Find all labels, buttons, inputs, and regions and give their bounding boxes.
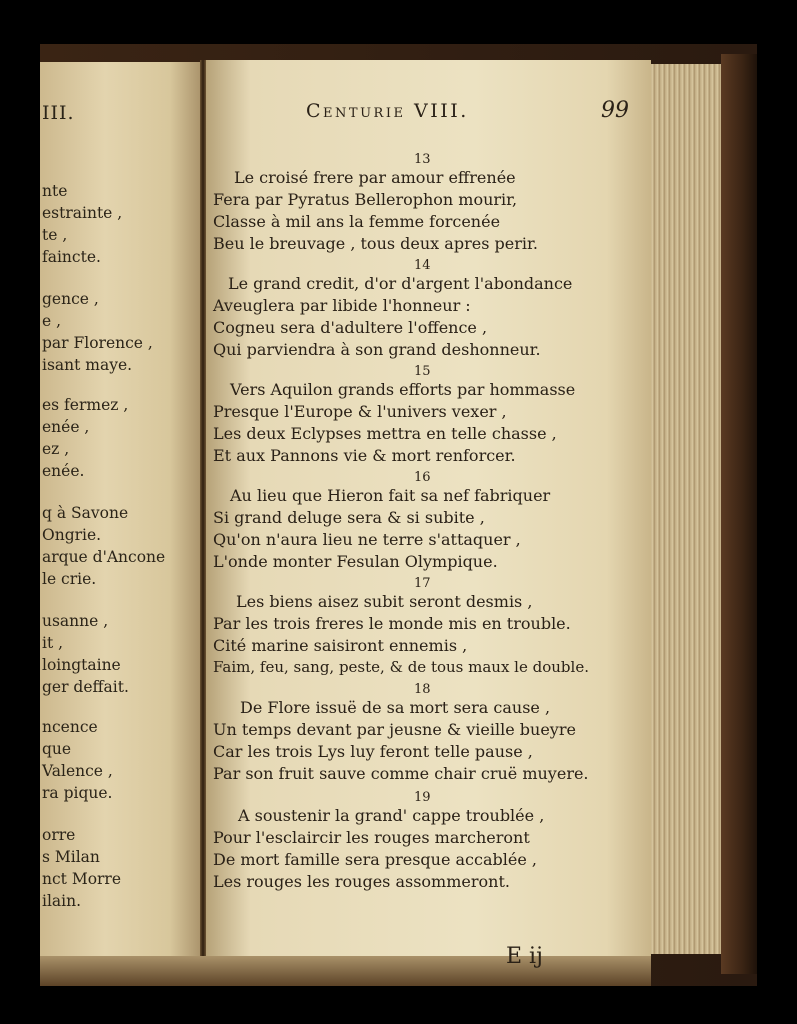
quatrain-number: 14 [414, 258, 431, 273]
running-title: Centurie VIII. [306, 100, 469, 122]
verse-line: Les deux Eclypses mettra en telle chasse , [213, 424, 557, 443]
verse-line: Si grand deluge sera & si subite , [213, 508, 485, 527]
left-line: que [42, 740, 72, 758]
verse-line: De mort famille sera presque accablée , [213, 850, 537, 869]
left-line: te , [42, 226, 68, 244]
verse-line: A soustenir la grand' cappe troublée , [238, 806, 545, 825]
left-line: nct Morre [42, 870, 122, 888]
signature-mark: E ij [506, 944, 543, 969]
verse-line: Presque l'Europe & l'univers vexer , [213, 402, 507, 421]
quatrain-number: 19 [414, 790, 431, 805]
quatrain-number: 15 [414, 364, 431, 379]
verse-line: Aveuglera par libide l'honneur : [213, 296, 471, 315]
left-line: nte [42, 182, 68, 200]
left-line: ilain. [42, 892, 82, 910]
left-line: gence , [42, 290, 99, 308]
left-line: q à Savone [42, 504, 129, 522]
verse-line: Cogneu sera d'adultere l'offence , [213, 318, 488, 337]
page-edges [651, 64, 721, 954]
left-line: faincte. [42, 248, 101, 266]
left-line: estrainte , [42, 204, 123, 222]
left-page-text [40, 62, 200, 956]
left-line: loingtaine [42, 656, 121, 674]
left-line: ez , [42, 440, 70, 458]
verse-line: Les rouges les rouges assommeront. [213, 872, 510, 891]
verse-line: Les biens aisez subit seront desmis , [236, 592, 533, 611]
left-running-head: III. [42, 102, 75, 124]
left-page [40, 62, 202, 956]
left-line: es fermez , [42, 396, 129, 414]
book-photo [40, 44, 757, 986]
verse-line: Vers Aquilon grands efforts par hommasse [230, 380, 576, 399]
page-bottom-edge [40, 956, 651, 986]
verse-line: Le grand credit, d'or d'argent l'abondance [228, 274, 573, 293]
verse-line: Le croisé frere par amour effrenée [234, 168, 516, 187]
verse-line: Faim, feu, sang, peste, & de tous maux le double. [213, 658, 589, 676]
verse-line: L'onde monter Fesulan Olympique. [213, 552, 498, 571]
verse-line: De Flore issuë de sa mort sera cause , [240, 698, 551, 717]
quatrain-number: 18 [414, 682, 431, 697]
left-line: Valence , [42, 762, 113, 780]
left-line: le crie. [42, 570, 97, 588]
left-line: it , [42, 634, 64, 652]
book-cover [721, 54, 757, 974]
verse-line: Et aux Pannons vie & mort renforcer. [213, 446, 516, 465]
quatrain-number: 13 [414, 152, 431, 167]
left-line: ger deffait. [42, 678, 129, 696]
verse-line: Qui parviendra à son grand deshonneur. [213, 340, 541, 359]
verse-line: Classe à mil ans la femme forcenée [213, 212, 501, 231]
left-line: par Florence , [42, 334, 153, 352]
left-line: usanne , [42, 612, 109, 630]
left-line: isant maye. [42, 356, 133, 374]
left-line: arque d'Ancone [42, 548, 166, 566]
verse-line: Qu'on n'aura lieu ne terre s'attaquer , [213, 530, 521, 549]
left-line: enée. [42, 462, 85, 480]
left-line: ra pique. [42, 784, 113, 802]
verse-line: Car les trois Lys luy feront telle pause , [213, 742, 533, 761]
verse-line: Beu le breuvage , tous deux apres perir. [213, 234, 538, 253]
right-page-text [206, 60, 651, 969]
verse-line: Fera par Pyratus Bellerophon mourir, [213, 190, 518, 209]
left-line: enée , [42, 418, 90, 436]
quatrain-number: 17 [414, 576, 431, 591]
page-number: 99 [601, 98, 629, 123]
verse-line: Par son fruit sauve comme chair cruë muyere. [213, 764, 589, 783]
quatrain-number: 16 [414, 470, 431, 485]
verse-line: Un temps devant par jeusne & vieille bueyre [213, 720, 576, 739]
left-line: ncence [42, 718, 98, 736]
verse-line: Au lieu que Hieron fait sa nef fabriquer [230, 486, 551, 505]
left-line: Ongrie. [42, 526, 102, 544]
left-line: orre [42, 826, 76, 844]
left-line: s Milan [42, 848, 100, 866]
verse-line: Cité marine saisiront ennemis , [213, 636, 468, 655]
verse-line: Pour l'esclaircir les rouges marcheront [213, 828, 530, 847]
left-line: e , [42, 312, 62, 330]
verse-line: Par les trois freres le monde mis en trouble. [213, 614, 571, 633]
